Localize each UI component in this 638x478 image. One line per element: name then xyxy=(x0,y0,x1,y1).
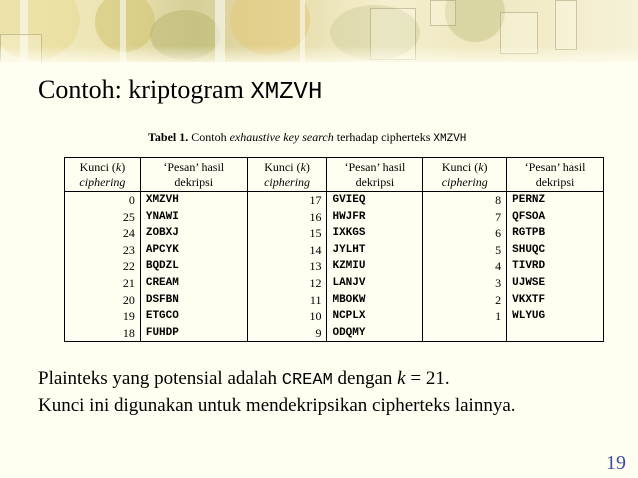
key-cell: 3 xyxy=(495,275,502,290)
key-cell: 6 xyxy=(495,226,502,241)
message-cell: BQDZL xyxy=(145,260,179,273)
keys-column-3 xyxy=(423,192,507,342)
messages-column-3 xyxy=(507,192,604,342)
message-cell: VKXTF xyxy=(512,293,546,306)
key-cell: 21 xyxy=(122,275,135,290)
message-cell: DSFBN xyxy=(145,293,179,306)
decorative-banner xyxy=(0,0,638,62)
header-message-3: ‘Pesan’ hasil dekripsi xyxy=(507,158,604,192)
message-cell: CREAM xyxy=(145,276,179,289)
header-key-1: Kunci (k) ciphering xyxy=(65,158,141,192)
message-cell: FUHDP xyxy=(145,326,179,339)
message-cell: SHUQC xyxy=(512,243,546,256)
message-cell: HWJFR xyxy=(332,210,366,223)
key-cell: 2 xyxy=(495,292,502,307)
keys-column-1 xyxy=(65,192,141,342)
table-caption-post: terhadap cipherteks xyxy=(333,130,434,144)
messages-column-2 xyxy=(327,192,423,342)
message-cell: TIVRD xyxy=(512,260,546,273)
table-caption-italic: exhaustive key search xyxy=(229,130,334,144)
key-cell: 20 xyxy=(122,292,135,307)
key-cell: 25 xyxy=(122,209,135,224)
key-cell: 1 xyxy=(495,309,502,324)
message-cell: NCPLX xyxy=(332,310,366,323)
table-caption xyxy=(148,130,466,145)
header-message-2: ‘Pesan’ hasil dekripsi xyxy=(327,158,423,192)
page-number: 19 xyxy=(606,452,626,474)
key-cell: 22 xyxy=(122,259,135,274)
table-caption-pre: Contoh xyxy=(188,130,230,144)
key-cell: 13 xyxy=(309,259,322,274)
message-cell: JYLHT xyxy=(332,243,366,256)
header-message-1: ‘Pesan’ hasil dekripsi xyxy=(140,158,247,192)
slide-title xyxy=(38,75,322,106)
key-cell: 12 xyxy=(309,275,322,290)
conclusion-line-2: Kunci ini digunakan untuk mendekripsikan cipherteks lainnya. xyxy=(38,395,516,416)
key-cell: 19 xyxy=(122,309,135,324)
table-body-row xyxy=(65,192,604,342)
plaintext-code: CREAM xyxy=(281,371,333,390)
message-cell: LANJV xyxy=(332,276,366,289)
message-cell: APCYK xyxy=(145,243,179,256)
key-cell: 9 xyxy=(315,325,322,340)
message-cell: ZOBXJ xyxy=(145,227,179,240)
key-cell: 10 xyxy=(309,309,322,324)
message-cell: IXKGS xyxy=(332,227,366,240)
message-cell: QFSOA xyxy=(512,210,546,223)
key-cell: 0 xyxy=(128,193,135,207)
key-cell: 4 xyxy=(495,259,502,274)
message-cell: MBOKW xyxy=(332,293,366,306)
key-cell: 11 xyxy=(309,292,322,307)
message-cell: PERNZ xyxy=(512,194,546,206)
message-cell: WLYUG xyxy=(512,310,546,323)
key-cell: 7 xyxy=(495,209,502,224)
key-cell: 18 xyxy=(122,325,135,340)
key-cell: 16 xyxy=(309,209,322,224)
slide-title-code: XMZVH xyxy=(250,79,323,106)
message-cell: KZMIU xyxy=(332,260,366,273)
table-header-row xyxy=(65,158,604,192)
key-cell: 14 xyxy=(309,242,322,257)
header-key-2: Kunci (k) ciphering xyxy=(247,158,327,192)
message-cell: ETGCO xyxy=(145,310,179,323)
key-cell: 17 xyxy=(309,193,322,207)
key-cell: 24 xyxy=(122,226,135,241)
keys-column-2 xyxy=(247,192,327,342)
table-caption-label: Tabel 1. xyxy=(148,130,189,144)
key-search-table xyxy=(64,157,604,342)
slide-title-text: Contoh: kriptogram xyxy=(38,75,251,104)
header-key-3: Kunci (k) ciphering xyxy=(423,158,507,192)
table-caption-code: XMZVH xyxy=(433,133,467,145)
message-cell: ODQMY xyxy=(332,326,366,339)
conclusion-line-1: Plainteks yang potensial adalah CREAM dengan k = 21. xyxy=(38,368,450,390)
key-cell: 5 xyxy=(495,242,502,257)
key-cell: 15 xyxy=(309,226,322,241)
key-cell: 23 xyxy=(122,242,135,257)
messages-column-1 xyxy=(140,192,247,342)
key-cell: 8 xyxy=(495,193,502,207)
message-cell: UJWSE xyxy=(512,276,546,289)
message-cell: XMZVH xyxy=(145,194,179,206)
message-cell: YNAWI xyxy=(145,210,179,223)
message-cell: GVIEQ xyxy=(332,194,366,206)
message-cell: RGTPB xyxy=(512,227,546,240)
conclusion-text xyxy=(38,366,516,418)
